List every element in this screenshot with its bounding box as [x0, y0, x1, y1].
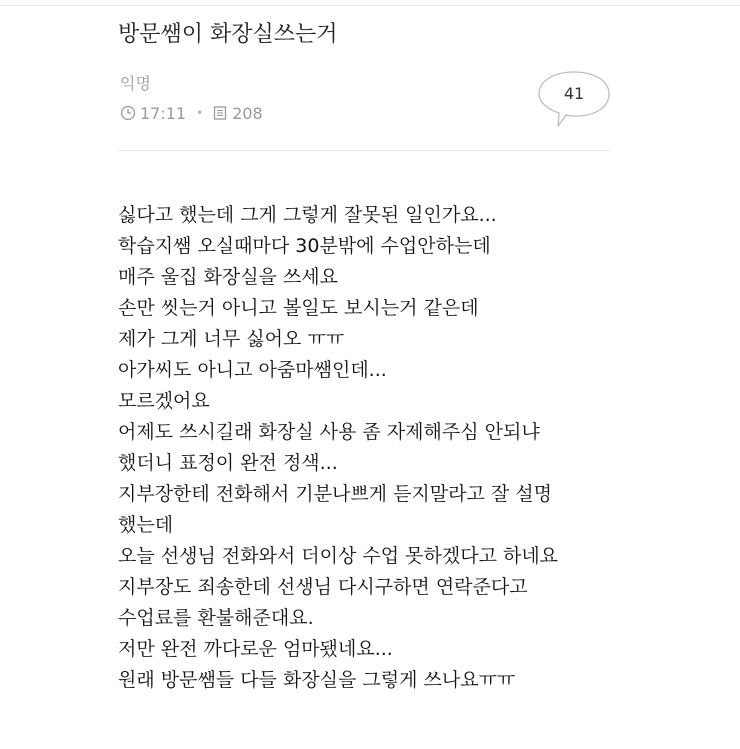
body-line: 모르겠어요 — [118, 390, 210, 412]
body-line: 손만 씻는거 아니고 볼일도 보시는거 같은데 — [118, 297, 479, 319]
body-line: 어제도 쓰시길래 화장실 사용 좀 자제해주심 안되냐 — [118, 421, 540, 443]
view-count: 208 — [232, 103, 263, 123]
post-title: 방문쌤이 화장실쓰는거 — [118, 22, 338, 47]
body-line: 싫다고 했는데 그게 그렇게 잘못된 일인가요... — [118, 204, 497, 226]
body-line: 지부장도 죄송한데 선생님 다시구하면 연락준다고 — [118, 576, 528, 598]
post-time: 17:11 — [140, 103, 187, 123]
body-line: 했는데 — [118, 514, 174, 536]
comment-count: 41 — [563, 84, 585, 103]
author-name[interactable]: 익명 — [120, 74, 151, 93]
post-body — [118, 200, 718, 696]
body-line: 매주 울집 화장실을 쓰세요 — [118, 266, 339, 288]
body-line: 했더니 표정이 완전 정색... — [118, 452, 338, 474]
document-icon — [212, 105, 228, 121]
clock-icon — [120, 105, 136, 121]
body-line: 지부장한테 전화해서 기분나쁘게 듣지말라고 잘 설명 — [118, 483, 552, 505]
header-divider — [118, 150, 610, 151]
body-line: 제가 그게 너무 싫어오 ㅠㅠ — [118, 328, 345, 350]
comment-count-button[interactable] — [538, 70, 612, 130]
post-meta — [120, 102, 263, 124]
body-line: 수업료를 환불해준대요. — [118, 607, 314, 629]
meta-separator: • — [196, 106, 204, 120]
body-line: 학습지쌤 오실때마다 30분밖에 수업안하는데 — [118, 235, 491, 257]
body-line: 저만 완전 까다로운 엄마됐네요... — [118, 638, 393, 660]
body-line: 원래 방문쌤들 다들 화장실을 그렇게 쓰나요ㅠㅠ — [118, 669, 516, 691]
top-divider — [0, 5, 740, 6]
body-line: 아가씨도 아니고 아줌마쌤인데... — [118, 359, 387, 381]
body-line: 오늘 선생님 전화와서 더이상 수업 못하겠다고 하네요 — [118, 545, 559, 567]
